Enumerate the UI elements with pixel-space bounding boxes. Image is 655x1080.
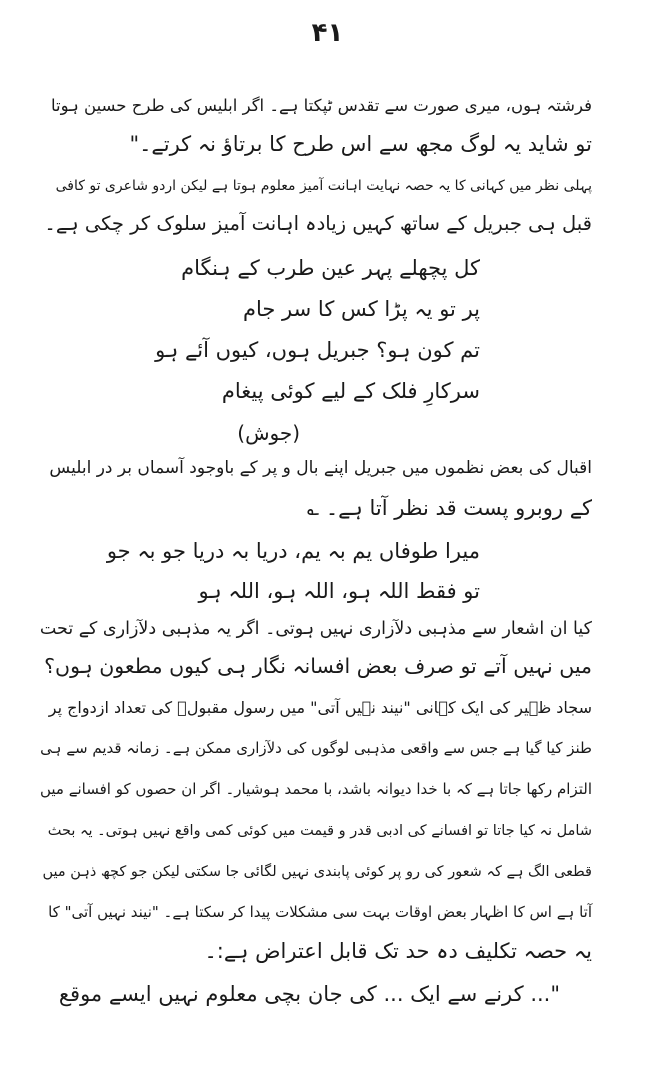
verse-line: تم کون ہو؟ جبریل ہوں، کیوں آئے ہو <box>155 338 480 362</box>
text-line: کے روبرو پست قد نظر آتا ہے۔ ؎ <box>306 496 592 520</box>
verse-line: پر تو یہ پڑا کس کا سر جام <box>243 297 480 321</box>
page-number: ۴۱ <box>311 18 344 48</box>
text-line: قطعی الگ ہے کہ شعور کی رو پر کوئی پابندی نہیں لگائی جا سکتی لیکن جو کچھ ذہن میں <box>42 864 592 880</box>
text-line: قبل ہی جبریل کے ساتھ کہیں زیادہ اہانت آمیز سلوک کر چکی ہے۔ <box>44 212 592 235</box>
text-line: اقبال کی بعض نظموں میں جبریل اپنے بال و پر کے باوجود آسماں بر در ابلیس <box>49 458 592 478</box>
verse-line: سرکارِ فلک کے لیے کوئی پیغام <box>221 379 480 403</box>
text-line: فرشتہ ہوں، میری صورت سے تقدس ٹپکتا ہے۔ اگر ابلیس کی طرح حسین ہوتا <box>50 96 592 115</box>
text-line: طنز کیا گیا ہے جس سے واقعی مذہبی لوگوں کی دلآزاری ممکن ہے۔ زمانہ قدیم سے ہی <box>40 739 592 757</box>
text-line: شامل نہ کیا جاتا تو افسانے کی ادبی قدر و قیمت میں کوئی کمی واقع نہیں ہوتی۔ یہ بحث <box>47 823 592 839</box>
text-line: "... کرنے سے ایک ... کی جان بچی معلوم نہیں ایسے موقع <box>58 982 560 1006</box>
text-line: یہ حصہ تکلیف دہ حد تک قابل اعتراض ہے:۔ <box>204 939 592 963</box>
verse-line: تو فقط اللہ ہو، اللہ ہو، اللہ ہو <box>198 579 480 603</box>
text-line: سجاد ظہیر کی ایک کہانی "نیند نہیں آتی" میں رسول مقبولؐ کی تعداد ازدواج پر <box>48 698 592 717</box>
poet-attribution: (جوش) <box>237 421 300 445</box>
verse-line: میرا طوفاں یم بہ یم، دریا بہ دریا جو بہ جو <box>106 539 480 563</box>
text-line: آتا ہے اس کا اظہار بعض اوقات بہت سی مشکلات پیدا کر سکتا ہے۔ "نیند نہیں آتی" کا <box>48 903 592 921</box>
text-line: تو شاید یہ لوگ مجھ سے اس طرح کا برتاؤ نہ کرتے۔" <box>129 132 592 156</box>
verse-line: کل پچھلے پہر عین طرب کے ہنگام <box>181 256 480 280</box>
text-line: کیا ان اشعار سے مذہبی دلآزاری نہیں ہوتی۔ اگر یہ مذہبی دلآزاری کے تحت <box>39 619 592 639</box>
text-line: التزام رکھا جاتا ہے کہ با خدا دیوانہ باشد، با محمد ہوشیار۔ اگر ان حصوں کو افسانے میں <box>39 780 592 798</box>
text-line: میں نہیں آتے تو صرف بعض افسانہ نگار ہی کیوں مطعون ہوں؟ <box>44 654 592 678</box>
text-line: پہلی نظر میں کہانی کا یہ حصہ نہایت اہانت آمیز معلوم ہوتا ہے لیکن اردو شاعری تو کافی <box>55 178 592 194</box>
